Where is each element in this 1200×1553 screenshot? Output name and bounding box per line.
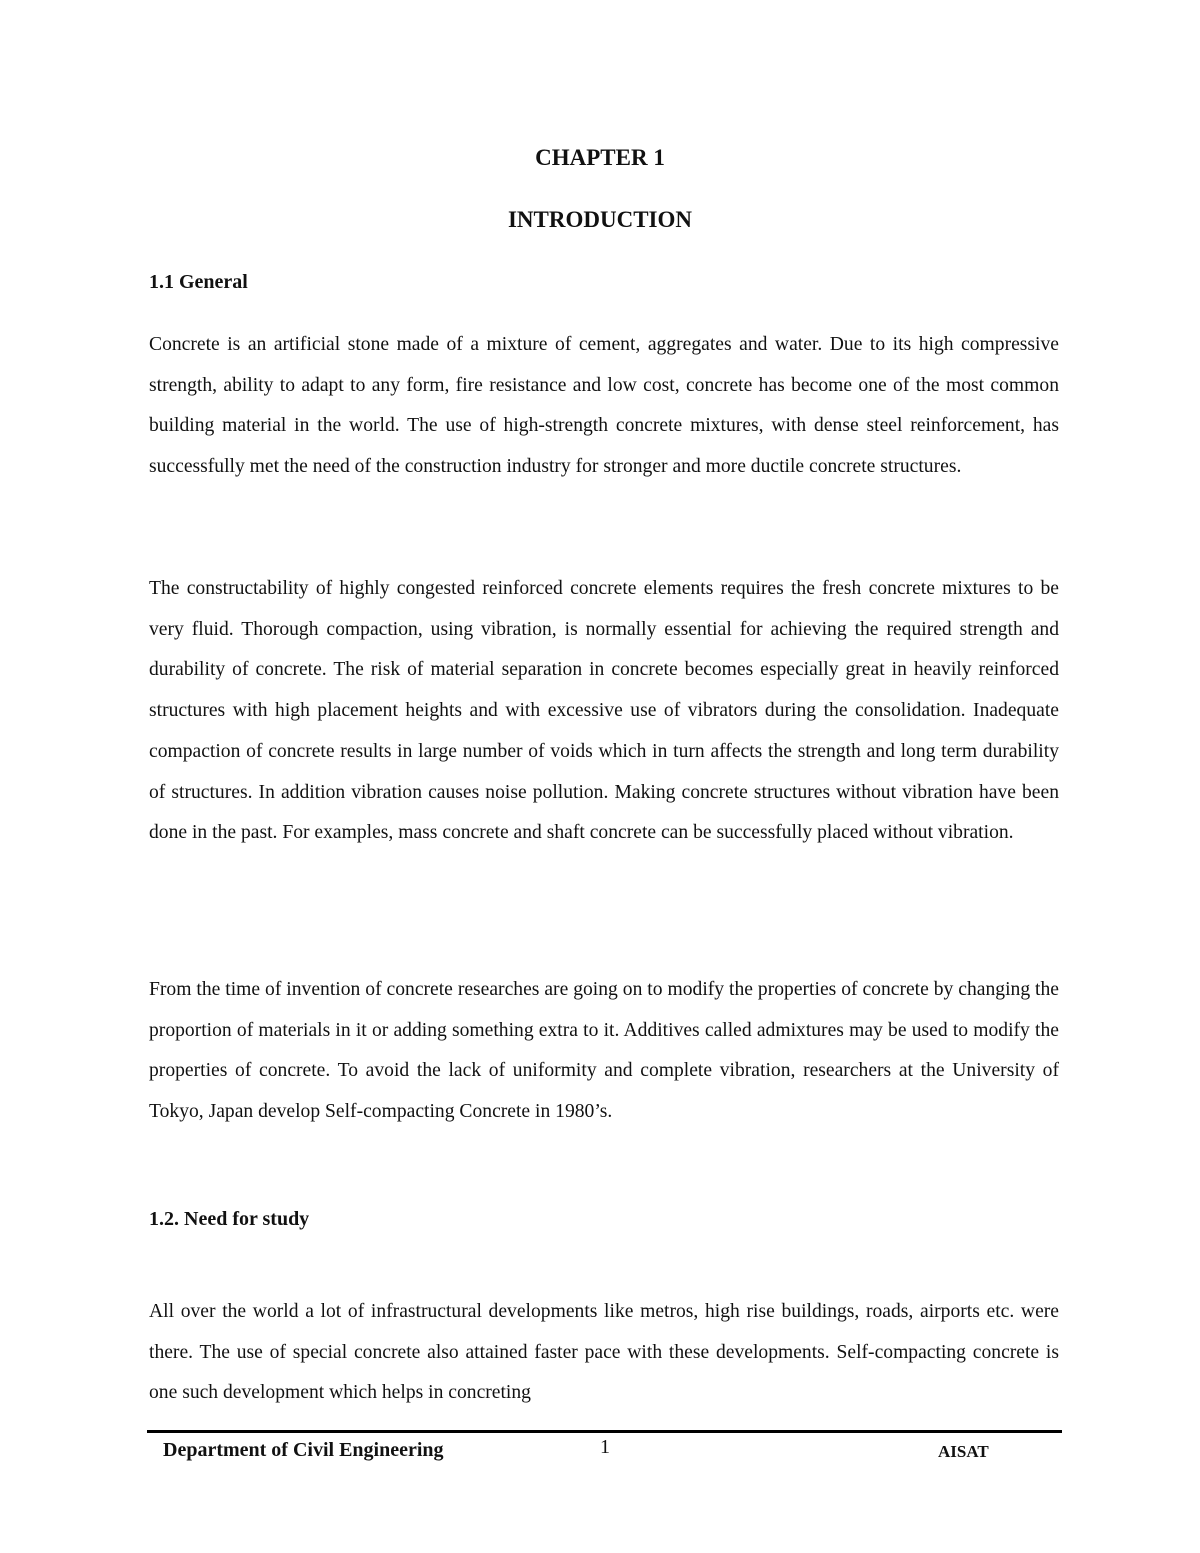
- section-heading-need-for-study: 1.2. Need for study: [149, 1208, 310, 1230]
- paragraph: From the time of invention of concrete researches are going on to modify the properties of concrete by changing the proportion of materials in it or adding something extra to it. Additives called admixtures may be used to modify the properties of concrete. To avoid the lack of uniformity and complete vibration, researchers at the University of Tokyo, Japan develop Self-compacting Concrete in 1980’s.: [149, 979, 1059, 1123]
- footer-institution: AISAT: [938, 1442, 989, 1461]
- chapter-label: CHAPTER 1: [535, 145, 665, 170]
- paragraph: Concrete is an artificial stone made of a mixture of cement, aggregates and water. Due to its high compressive strength, ability to adapt to any form, fire resistance and low cost, concrete has become one of the most common building material in the world. The use of high-strength concrete mixtures, with dense steel reinforcement, has successfully met the need of the construction industry for stronger and more ductile concrete structures.: [149, 334, 1059, 478]
- paragraph: All over the world a lot of infrastructural developments like metros, high rise buildings, roads, airports etc. were there. The use of special concrete also attained faster pace with these developments. Self-compacting concrete is one such development which helps in concreting: [149, 1301, 1059, 1404]
- chapter-title: INTRODUCTION: [507, 207, 693, 232]
- section-heading-general: 1.1 General: [149, 271, 248, 293]
- paragraph: The constructability of highly congested reinforced concrete elements requires the fresh concrete mixtures to be very fluid. Thorough compaction, using vibration, is normally essential for achieving the required strength and durability of concrete. The risk of material separation in concrete becomes especially great in heavily reinforced structures with high placement heights and with excessive use of vibrators during the consolidation. Inadequate compaction of concrete results in large number of voids which in turn affects the strength and long term durability of structures. In addition vibration causes noise pollution. Making concrete structures without vibration have been done in the past. For examples, mass concrete and shaft concrete can be successfully placed without vibration.: [149, 578, 1059, 844]
- footer-department: Department of Civil Engineering: [163, 1439, 444, 1461]
- footer-divider: [147, 1430, 1062, 1433]
- page-number: 1: [600, 1436, 610, 1458]
